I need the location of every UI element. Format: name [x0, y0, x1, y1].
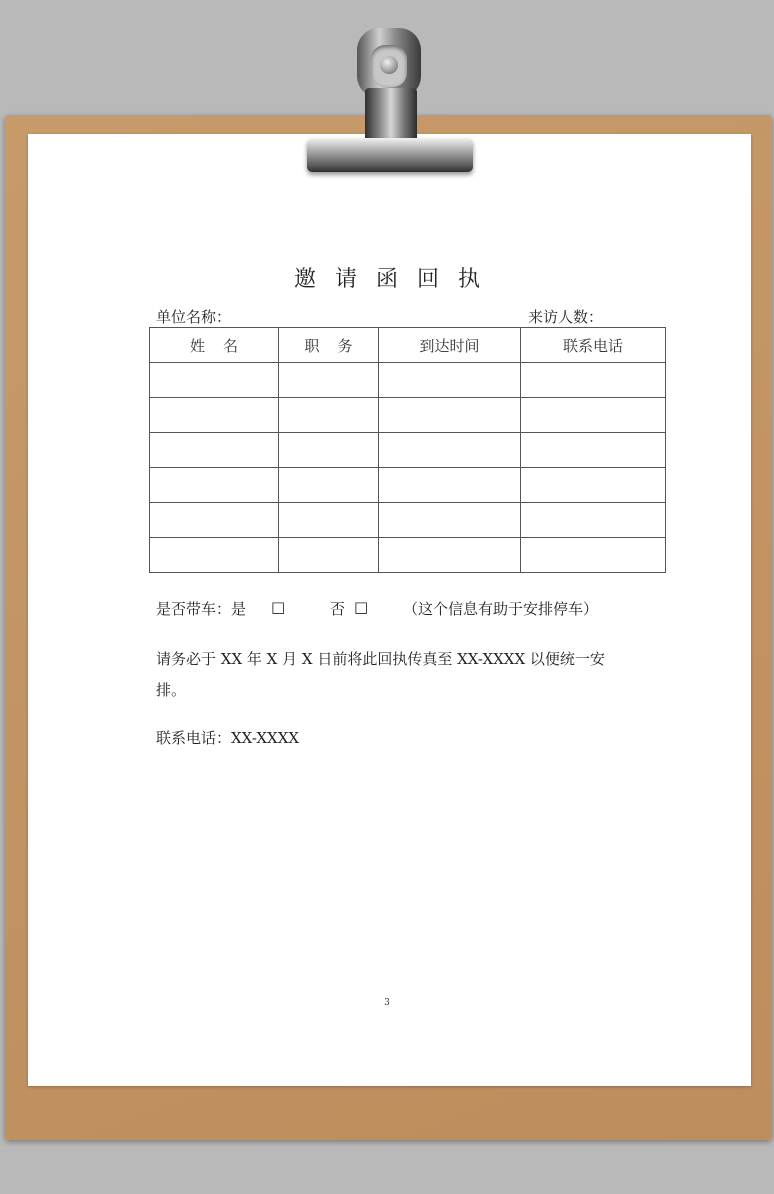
table-cell[interactable] — [521, 398, 666, 433]
unit-name-label: 单位名称： — [156, 308, 232, 326]
table-cell[interactable] — [279, 398, 379, 433]
table-row — [150, 468, 666, 503]
table-cell[interactable] — [521, 538, 666, 573]
page-number: 3 — [384, 998, 390, 1008]
instruction-line-1: 请务必于 XX 年 X 月 X 日前将此回执传真至 XX-XXXX 以便统一安 — [156, 650, 605, 668]
table-cell[interactable] — [379, 363, 521, 398]
table-cell[interactable] — [279, 538, 379, 573]
table-cell[interactable] — [150, 468, 279, 503]
table-cell[interactable] — [379, 433, 521, 468]
header-position: 职务 — [279, 328, 379, 363]
table-row — [150, 538, 666, 573]
yes-checkbox[interactable]: □ — [271, 598, 286, 616]
table-cell[interactable] — [521, 503, 666, 538]
car-question-label: 是否带车：是 — [156, 600, 247, 618]
table-cell[interactable] — [150, 363, 279, 398]
header-phone: 联系电话 — [521, 328, 666, 363]
table-row — [150, 433, 666, 468]
clip-base — [307, 138, 473, 172]
table-cell[interactable] — [150, 398, 279, 433]
car-note: （这个信息有助于安排停车） — [403, 600, 599, 618]
table-cell[interactable] — [279, 433, 379, 468]
clip-neck — [365, 88, 417, 140]
table-cell[interactable] — [521, 468, 666, 503]
table-cell[interactable] — [279, 363, 379, 398]
table-cell[interactable] — [379, 538, 521, 573]
no-checkbox[interactable]: □ — [354, 598, 369, 616]
header-name: 姓名 — [150, 328, 279, 363]
clip-rivet — [380, 56, 398, 74]
table-cell[interactable] — [521, 433, 666, 468]
instruction-line-2: 排。 — [156, 681, 187, 699]
table-row — [150, 503, 666, 538]
table-cell[interactable] — [379, 398, 521, 433]
table-cell[interactable] — [150, 433, 279, 468]
contact-phone: 联系电话：XX-XXXX — [156, 729, 300, 747]
table-row — [150, 363, 666, 398]
table-header-row — [150, 328, 666, 363]
receipt-table — [149, 327, 666, 573]
table-cell[interactable] — [379, 468, 521, 503]
visitor-count-label: 来访人数： — [528, 308, 604, 326]
table-cell[interactable] — [521, 363, 666, 398]
table-cell[interactable] — [279, 468, 379, 503]
table-row — [150, 398, 666, 433]
table-cell[interactable] — [150, 503, 279, 538]
table-cell[interactable] — [279, 503, 379, 538]
no-label: 否 — [330, 600, 346, 618]
header-arrival-time: 到达时间 — [379, 328, 521, 363]
table-cell[interactable] — [379, 503, 521, 538]
document-title: 邀请函回执 — [293, 267, 499, 292]
table-cell[interactable] — [150, 538, 279, 573]
